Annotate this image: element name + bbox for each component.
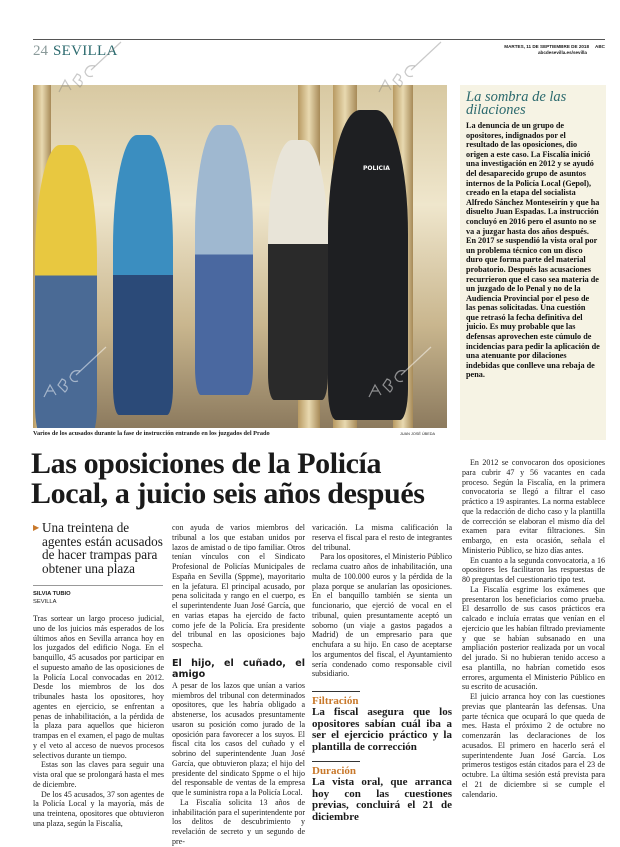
byline <box>33 590 164 606</box>
paragraph: varicación. La misma calificación la reserva el fiscal para el resto de integrantes del tribunal. <box>312 523 452 552</box>
paragraph: En 2012 se convocaron dos oposiciones para cubrir 47 y 56 vacantes en cada proceso. Según la Fiscalía, en la primera convocatoria se llegó a filtrar el caso práctico a 19 aspirantes. La norma establece que la redacción de dicho caso y la plantilla de corrección se elaboran el mismo día del examen para evitar filtraciones. Sin embargo, en esta ocasión, señala el Ministerio Público, se hizo días antes. <box>462 458 605 555</box>
header-rule <box>33 39 605 40</box>
subheadline <box>33 521 164 575</box>
paragraph: En cuanto a la segunda convocatoria, a 16 opositores les facilitaron las respuestas de 80 preguntas del cuestionario tipo test. <box>462 555 605 584</box>
paragraph: El juicio arranca hoy con las cuestiones previas que plantearán las defensas. Una parte técnica que ocupará lo que queda de mes. Hasta el próximo 2 de octubre no comenzarán las declaraciones de los acusados. El primero en hacerlo será el superintendente Juan José García. Los primeros testigos están citados para el 23 de octubre. La última sesión está prevista para el 21 de diciembre si se cumple el calendario. <box>462 692 605 799</box>
triangle-bullet-icon: ▶ <box>33 523 40 532</box>
url: abcdesevilla.es/sevilla <box>537 50 587 55</box>
article-photo <box>33 85 447 428</box>
paragraph: La Fiscalía esgrime los exámenes que presentaron los beneficiarios como prueba. El desarrollo de sus casos prácticos era calcado e incluía erratas que venían en el ejercicio que les habían filtrado previamente y que se habían subsanado en una ampliación posterior realizada por un vocal del jurado. Si no hubieran tenido acceso a esa plantilla, no habrían cometido esos errores, argumenta el Ministerio Público en su escrito de acusación. <box>462 584 605 692</box>
article-column-3 <box>312 523 452 823</box>
paragraph: De los 45 acusados, 37 son agentes de la Policía Local y la mayoría, más de una treintena, opositores que obtuvieron una plaza, según la Fiscalía, <box>33 789 164 828</box>
sidebar-text: La denuncia de un grupo de opositores, indignados por el resultado de las oposiciones, dio origen a este caso. La Fiscalía inició una investigación en 2012 y se ayudó del desaparecido grupo de asuntos internos de la Policía Local (Gepol), creado en la etapa del socialista Alfredo Sánchez Monteseirín y que ha disuelto Juan Espadas. La instrucción concluyó en 2016 pero el asunto no se va a juzgar hasta dos años después. En 2017 se suspendió la vista oral por un problema técnico con un disco duro que forma parte del material probatorio. Después las acusaciones recurrieron que el caso sea materia de un juzgado de lo Penal y no de la Audiencia Provincial por el peso de las penas solicitadas. Una cuestión que retrasó la fecha definitiva del juicio. Es muy probable que las defensas aprovechen este cúmulo de incidencias para pedir la aplicación de una atenuante por dilaciones indebidas que conlleve una rebaja de pena. <box>466 121 600 380</box>
dateline <box>504 44 605 56</box>
sidebar-title: La sombra de las dilaciones <box>466 89 567 118</box>
highlight-rule <box>312 691 360 692</box>
paragraph: A pesar de los lazos que unían a varios miembros del tribunal con determinados opositores, que les habría obligado a abstenerse, los acusados presuntamente usaron su posición como jurado de la oposición para favorecer a los suyos. El fiscal cita los casos del cuñado y el sobrino del superintendente Juan José García, que obtuvieron plaza; el hijo del presidente del sindicato Sppme o el hijo del responsable de ventas de la empresa que le suministra ropa a la Policía Local. <box>172 680 305 797</box>
paragraph: Estas son las claves para seguir una vista oral que se prolongará hasta el mes de diciembre. <box>33 760 164 789</box>
highlight-rule <box>312 761 360 762</box>
date: MARTES, 11 DE SEPTIEMBRE DE 2018 <box>504 44 590 49</box>
paragraph: Para los opositores, el Ministerio Público reclama cuatro años de inhabilitación, una multa de 100.000 euros y la pérdida de la plaza porque se anularían las oposiciones. En el banquillo también se sienta un funcionario, que ejerció de vocal en el tribunal, quien presuntamente aceptó un soborno (un viaje a gastos pagados a Madrid) de un empresario para que enchufara a su hijo. En caso de aceptarse los argumentos del fiscal, el Ayuntamiento sería condenado como responsable civil subsidiario. <box>312 552 452 679</box>
paragraph: La Fiscalía solicita 13 años de inhabilitación para el superintendente por los delitos de descubrimiento y revelación de secreto y un segundo de pre- <box>172 797 305 846</box>
highlight-text: La fiscal asegura que los opositores sabían cuál iba a ser el ejercicio práctico y la plantilla de corrección <box>312 706 452 753</box>
location: SEVILLA <box>33 599 57 605</box>
highlight-kicker: Filtración <box>312 695 359 707</box>
photo-credit: JUAN JOSÉ ÚBEDA <box>400 432 436 436</box>
police-badge: POLICIA <box>363 165 390 172</box>
headline: Las oposiciones de la Policía Local, a juicio seis años después <box>31 447 425 510</box>
section-title: SEVILLA <box>53 43 118 59</box>
author: SILVIA TUBIO <box>33 591 71 597</box>
paragraph: Tras sortear un largo proceso judicial, uno de los juicios más esperados de los últimos años en Sevilla arranca hoy en los juzgados del edificio Noga. En el banquillo, 45 acusados por participar en el supuesto amaño de las oposiciones de la Policía Local convocadas en 2012. Desde los miembros de los dos tribunales hasta los opositores, hoy agentes en ejercicio, se enfrentan a penas de inhabilitación, a la pérdida de la plaza para aquellos que hicieron trampas en el examen, el pago de multas y el veto al acceso de nuevos procesos selectivos durante un tiempo. <box>33 614 164 760</box>
highlight-text: La vista oral, que arranca hoy con las cuestiones previas, concluirá el 21 de diciembre <box>312 776 452 823</box>
brand: ABC <box>595 44 605 49</box>
article-column-4 <box>462 458 605 799</box>
article-column-1 <box>33 614 164 829</box>
paragraph: con ayuda de varios miembros del tribunal a los que estaban unidos por lazos de amistad o de tipo familiar. Otros tenían vínculos con el Sindicato Profesional de Policías Municipales de España en Sevilla (Sppme), mayoritario en la jefatura. El principal acusado, por pena solicitada y rango en el cuerpo, es el superintendente Juan José García, que en varias etapas ha ejercido de facto como jefe de la Policía. Era presidente del tribunal en las oposiciones bajo sospecha. <box>172 523 305 649</box>
right-column <box>460 85 606 799</box>
section-subtitle: El hijo, el cuñado, el amigo <box>172 657 305 680</box>
highlight-kicker: Duración <box>312 765 356 777</box>
page-number: 24 <box>33 43 48 59</box>
byline-rule <box>33 585 163 586</box>
photo-caption: Varios de los acusados durante la fase de instrucción entrando en los juzgados del Prado <box>33 430 270 437</box>
subheadline-text: Una treintena de agentes están acusados de hacer trampas para obtener una plaza <box>42 520 163 576</box>
sidebar-box <box>460 85 606 440</box>
article-column-2 <box>172 523 305 847</box>
left-column <box>33 521 164 829</box>
